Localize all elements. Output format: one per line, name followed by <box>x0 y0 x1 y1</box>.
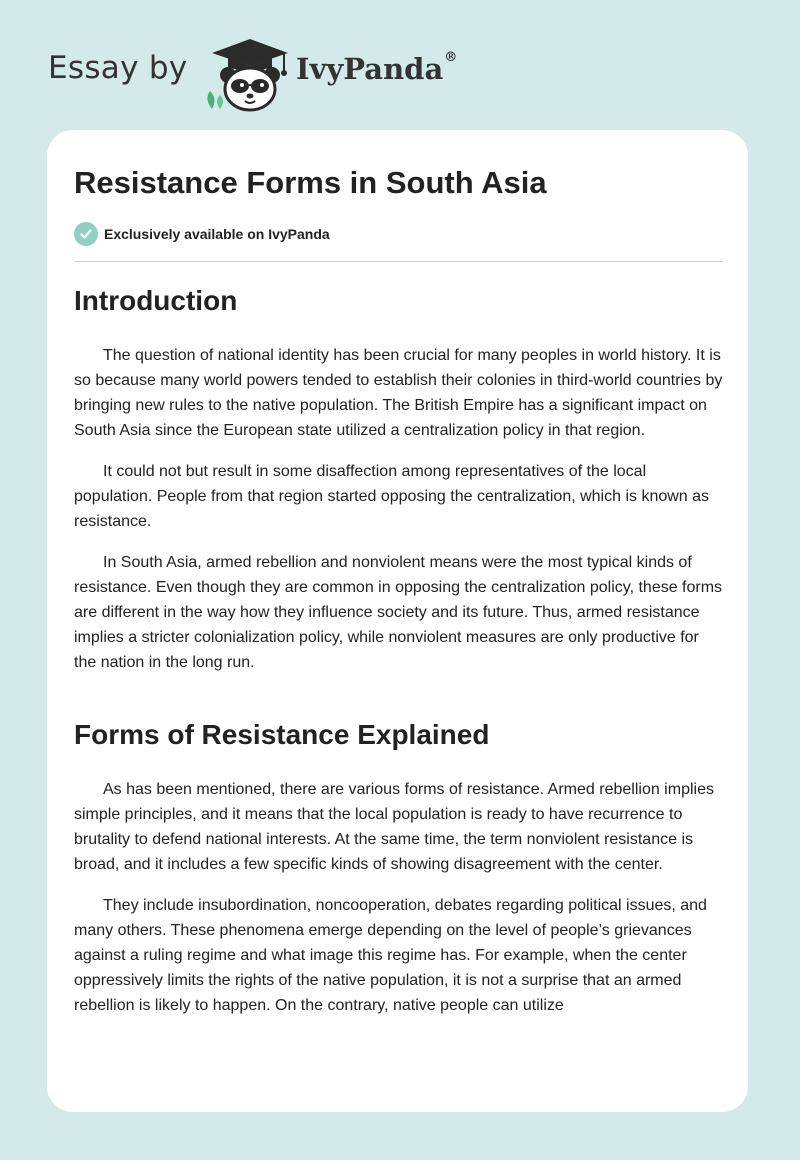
divider <box>74 261 723 262</box>
section-heading: Introduction <box>74 285 238 316</box>
exclusive-badge <box>74 222 330 246</box>
paragraph: In South Asia, armed rebellion and nonviolent means were the most typical kinds of resistance. Even though they are common in opposing the centralization policy, these forms are different in the way how they influence society and its future. Thus, armed resistance implies a stricter colonialization policy, while nonviolent measures are only productive for the nation in the long run. <box>74 554 723 671</box>
paragraph: As has been mentioned, there are various forms of resistance. Armed rebellion implies simple principles, and it means that the local population is ready to have recurrence to brutality to defend national interests. At the same time, the term nonviolent resistance is broad, and it includes a few specific kinds of showing disagreement with the center. <box>74 781 714 873</box>
essay-card <box>47 130 748 1112</box>
exclusive-badge-text: Exclusively available on IvyPanda <box>104 226 330 242</box>
registered-mark: ® <box>444 50 458 65</box>
section-forms-of-resistance <box>74 718 724 1034</box>
paragraph: They include insubordination, noncooperation, debates regarding political issues, and many others. These phenomena emerge depending on the level of people’s grievances against a ruling regime and what image this regime has. For example, when the center oppressively limits the rights of the native population, it is not a surprise that an armed rebellion is likely to happen. On the contrary, native people can utilize <box>74 897 707 1014</box>
panda-graduate-icon[interactable] <box>200 35 300 113</box>
section-introduction <box>74 284 724 691</box>
brand-name-text: IvyPanda <box>296 52 444 86</box>
brand-prefix: Essay by <box>48 50 188 86</box>
page-title: Resistance Forms in South Asia <box>74 165 547 200</box>
paragraph: The question of national identity has been crucial for many peoples in world history. It is so because many world powers tended to establish their colonies in third-world countries by bringing new rules to the native population. The British Empire has a significant impact on South Asia since the European state utilized a centralization policy in that region. <box>74 347 723 439</box>
site-header <box>48 30 508 110</box>
brand-name[interactable] <box>296 52 457 86</box>
paragraph: It could not but result in some disaffection among representatives of the local population. People from that region started opposing the centralization, which is known as resistance. <box>74 463 710 530</box>
check-circle-icon <box>74 222 98 246</box>
section-heading: Forms of Resistance Explained <box>74 719 490 750</box>
